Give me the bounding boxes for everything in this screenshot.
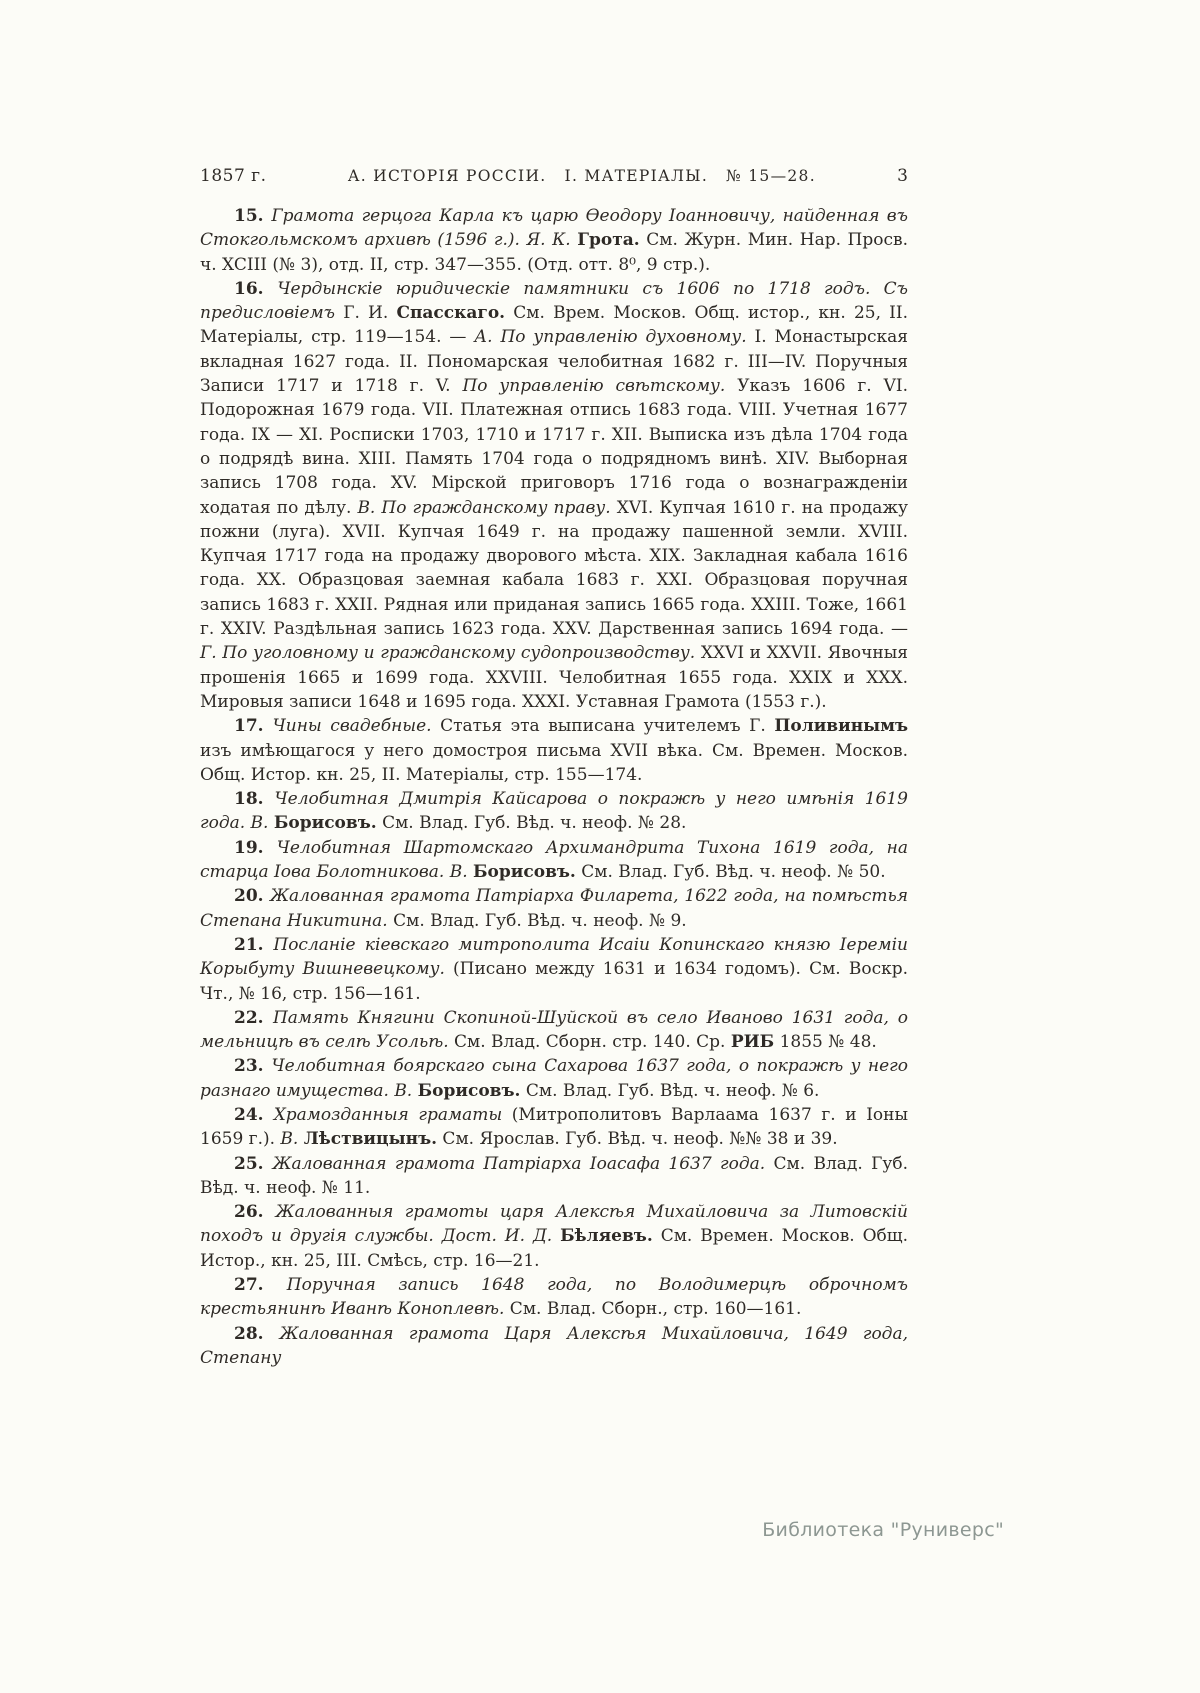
entry-text-segment: В.: [280, 1129, 304, 1150]
entry-text-segment: См. Влад. Губ. Вѣд. ч. неоф. № 11.: [200, 1153, 908, 1198]
header-year: 1857 г.: [200, 166, 267, 186]
header-page-number: 3: [897, 166, 908, 186]
entry-text-segment: См. Журн. Мин. Нар. Просв. ч. XCIII (№ 3), отд. II, стр. 347—355. (Отд. отт. 8⁰, 9 стр.).: [200, 230, 908, 275]
entry-text-segment: Поливинымъ: [774, 716, 909, 737]
entry: [200, 714, 908, 787]
entry: [200, 204, 908, 277]
entry-text-segment: См. Влад. Губ. Вѣд. ч. неоф. № 28.: [376, 813, 687, 834]
entry-number: 16.: [234, 278, 278, 299]
entry-text-segment: (Митрополитовъ Варлаама 1637 г. и Іоны 1659 г.).: [200, 1104, 908, 1150]
entry-text-segment: Чины свадебные.: [272, 716, 432, 737]
entry: [200, 1200, 908, 1273]
entry-text-segment: Лѣствицынъ.: [303, 1129, 438, 1150]
entry-number: 19.: [234, 837, 277, 858]
entry-text-segment: изъ имѣющагося у него домостроя письма XVII вѣка. См. Времен. Москов. Общ. Истор. кн. 25, II. Матеріалы, стр. 155—174.: [200, 740, 908, 785]
entry-text-segment: Челобитная Шартомскаго Архимандрита Тихона 1619 года, на старца Іова Болотникова. В.: [200, 837, 908, 883]
entry-text-segment: Храмозданныя граматы: [273, 1104, 503, 1125]
header-title-section: А. ИСТОРІЯ РОССІИ.: [347, 167, 547, 185]
entry-number: 15.: [234, 206, 272, 226]
entry-text-segment: Жалованная грамота Царя Алексѣя Михайловича, 1649 года, Степану: [200, 1323, 908, 1368]
entry-text-segment: А. По управленію духовному.: [474, 327, 747, 348]
entry-text-segment: Посланіе кіевскаго митрополита Исаіи Копинскаго князю Іереміи Корыбуту Вишневецкому.: [200, 934, 908, 980]
entry-text-segment: Указъ 1606 г. VI. Подорожная 1679 года. VII. Платежная отпись 1683 года. VIII. Учетная 1677 года. IX — XI. Росписки 1703, 1710 и 1717 г. XII. Выписка изъ дѣла 1704 года о подрядѣ вина. XIII. Память 1704 года о подрядномъ винѣ. XIV. Выборная запись 1708 года. XV. Мірской приговоръ 1716 года о вознагражденіи ходатая по дѣлу.: [200, 376, 908, 518]
entry-text-segment: Чердынскіе юридическіе памятники съ 1606 по 1718 годъ. Съ предисловіемъ: [200, 278, 908, 324]
entry-text-segment: 1855 № 48.: [774, 1032, 877, 1053]
entry-text-segment: См. Врем. Москов. Общ. истор., кн. 25, II. Матеріалы, стр. 119—154. —: [200, 303, 908, 348]
entry-text-segment: См. Ярослав. Губ. Вѣд. ч. неоф. №№ 38 и 39.: [437, 1129, 838, 1150]
page-header: [200, 166, 908, 186]
entry-text-segment: Жалованная грамота Патріарха Іоасафа 1637 года.: [272, 1153, 766, 1174]
entry: [200, 1322, 908, 1371]
entry-number: 22.: [234, 1007, 273, 1028]
entry: [200, 1006, 908, 1055]
entry-text-segment: Г. И.: [335, 303, 397, 324]
entry-text-segment: См. Влад. Губ. Вѣд. ч. неоф. № 9.: [387, 910, 687, 931]
entry-number: 24.: [234, 1104, 274, 1125]
header-title: [348, 167, 816, 185]
entry: [200, 1273, 908, 1322]
entry-text-segment: Грота.: [577, 230, 640, 251]
entry-number: 26.: [234, 1202, 276, 1223]
entries: [200, 204, 908, 1370]
entry-text-segment: Жалованная грамота Патріарха Филарета, 1622 года, на помѣстья Степана Никитина.: [200, 886, 909, 931]
entry-number: 28.: [234, 1323, 280, 1344]
entry: [200, 277, 908, 714]
entry-number: 27.: [234, 1275, 287, 1296]
entry-number: 20.: [234, 886, 270, 907]
entry: [200, 836, 908, 885]
entry-text-segment: Грамота герцога Карла къ царю Ѳеодору Іоанновичу, найденная въ Стокгольмскомъ архивѣ (1596 г.). Я. К.: [200, 206, 909, 251]
entry-text-segment: Статья эта выписана учителемъ Г.: [431, 716, 775, 737]
entry: [200, 933, 908, 1006]
entry-text-segment: Жалованныя грамоты царя Алексѣя Михайловича за Литовскій походъ и другія службы. Дост. И. Д.: [200, 1202, 908, 1247]
entry: [200, 1054, 908, 1103]
header-title-subsection: I. МАТЕРІАЛЫ.: [564, 167, 709, 185]
entry-text-segment: См. Влад. Сборн., стр. 160—161.: [504, 1299, 802, 1320]
entry-text-segment: В. По гражданскому праву.: [357, 497, 611, 518]
entry-text-segment: XXVI и XXVII. Явочныя прошенія 1665 и 1699 года. XXVIII. Челобитная 1655 года. XXIX и XXX. Мировыя записи 1648 и 1695 года. XXXI. Уставная Грамота (1553 г.).: [200, 643, 908, 712]
entry-text-segment: Борисовъ.: [417, 1080, 521, 1101]
entry-text-segment: См. Времен. Москов. Общ. Истор., кн. 25, III. Смѣсь, стр. 16—21.: [200, 1226, 908, 1271]
entry-text-segment: Борисовъ.: [473, 862, 576, 883]
entry-text-segment: XVI. Купчая 1610 г. на продажу пожни (луга). XVII. Купчая 1649 г. на продажу пашенной земли. XVIII. Купчая 1717 года на продажу дворового мѣста. XIX. Закладная кабала 1616 года. XX. Образцовая заемная кабала 1683 г. XXI. Образцовая поручная запись 1683 г. XXII. Рядная или приданая запись 1665 года. XXIII. Тоже, 1661 г. XXIV. Раздѣльная запись 1623 года. XXV. Дарственная запись 1694 года. —: [200, 497, 909, 640]
entry-text-segment: Спасскаго.: [396, 303, 506, 324]
entry: [200, 1103, 908, 1152]
entry-text-segment: См. Влад. Губ. Вѣд. ч. неоф. № 6.: [520, 1080, 820, 1101]
entry-text-segment: Бѣляевъ.: [560, 1226, 653, 1247]
entry-text-segment: I. Монастырская вкладная 1627 года. II. Пономарская челобитная 1682 г. III—IV. Поручныя Записи 1717 и 1718 г. V.: [200, 327, 909, 397]
entry-number: 23.: [234, 1056, 272, 1077]
entry-text-segment: См. Влад. Губ. Вѣд. ч. неоф. № 50.: [575, 862, 886, 883]
entry-text-segment: Челобитная боярскаго сына Сахарова 1637 года, о покражѣ у него разнаго имущества. В.: [200, 1056, 908, 1101]
entry-text-segment: Поручная запись 1648 года, по Володимерцѣ оброчномъ крестьянинѣ Иванѣ Коноплевѣ.: [200, 1275, 908, 1320]
entry: [200, 884, 908, 933]
entry-number: 18.: [234, 789, 275, 810]
entry-text-segment: Борисовъ.: [273, 813, 377, 834]
entry: [200, 1152, 908, 1201]
entry: [200, 787, 908, 836]
entry-text-segment: РИБ: [730, 1032, 775, 1053]
entry-text-segment: Челобитная Дмитрія Кайсарова о покражѣ у него имѣнія 1619 года. В.: [200, 789, 908, 834]
entry-text-segment: Г. По уголовному и гражданскому судопроизводству.: [200, 643, 696, 664]
header-title-range: № 15—28.: [726, 167, 816, 185]
entry-text-segment: Память Княгини Скопиной-Шуйской въ село Иваново 1631 года, о мельницѣ въ селѣ Усольѣ.: [200, 1007, 908, 1053]
entry-text-segment: (Писано между 1631 и 1634 годомъ). См. Воскр. Чт., № 16, стр. 156—161.: [200, 959, 909, 1004]
entry-number: 25.: [234, 1153, 273, 1174]
text-column: [200, 166, 908, 1370]
entry-number: 21.: [234, 934, 274, 955]
entry-text-segment: По управленію свѣтскому.: [462, 376, 726, 397]
library-watermark: Библиотека "Руниверс": [762, 1519, 1004, 1541]
entry-number: 17.: [234, 716, 273, 737]
entry-text-segment: См. Влад. Сборн. стр. 140. Ср.: [448, 1032, 731, 1053]
